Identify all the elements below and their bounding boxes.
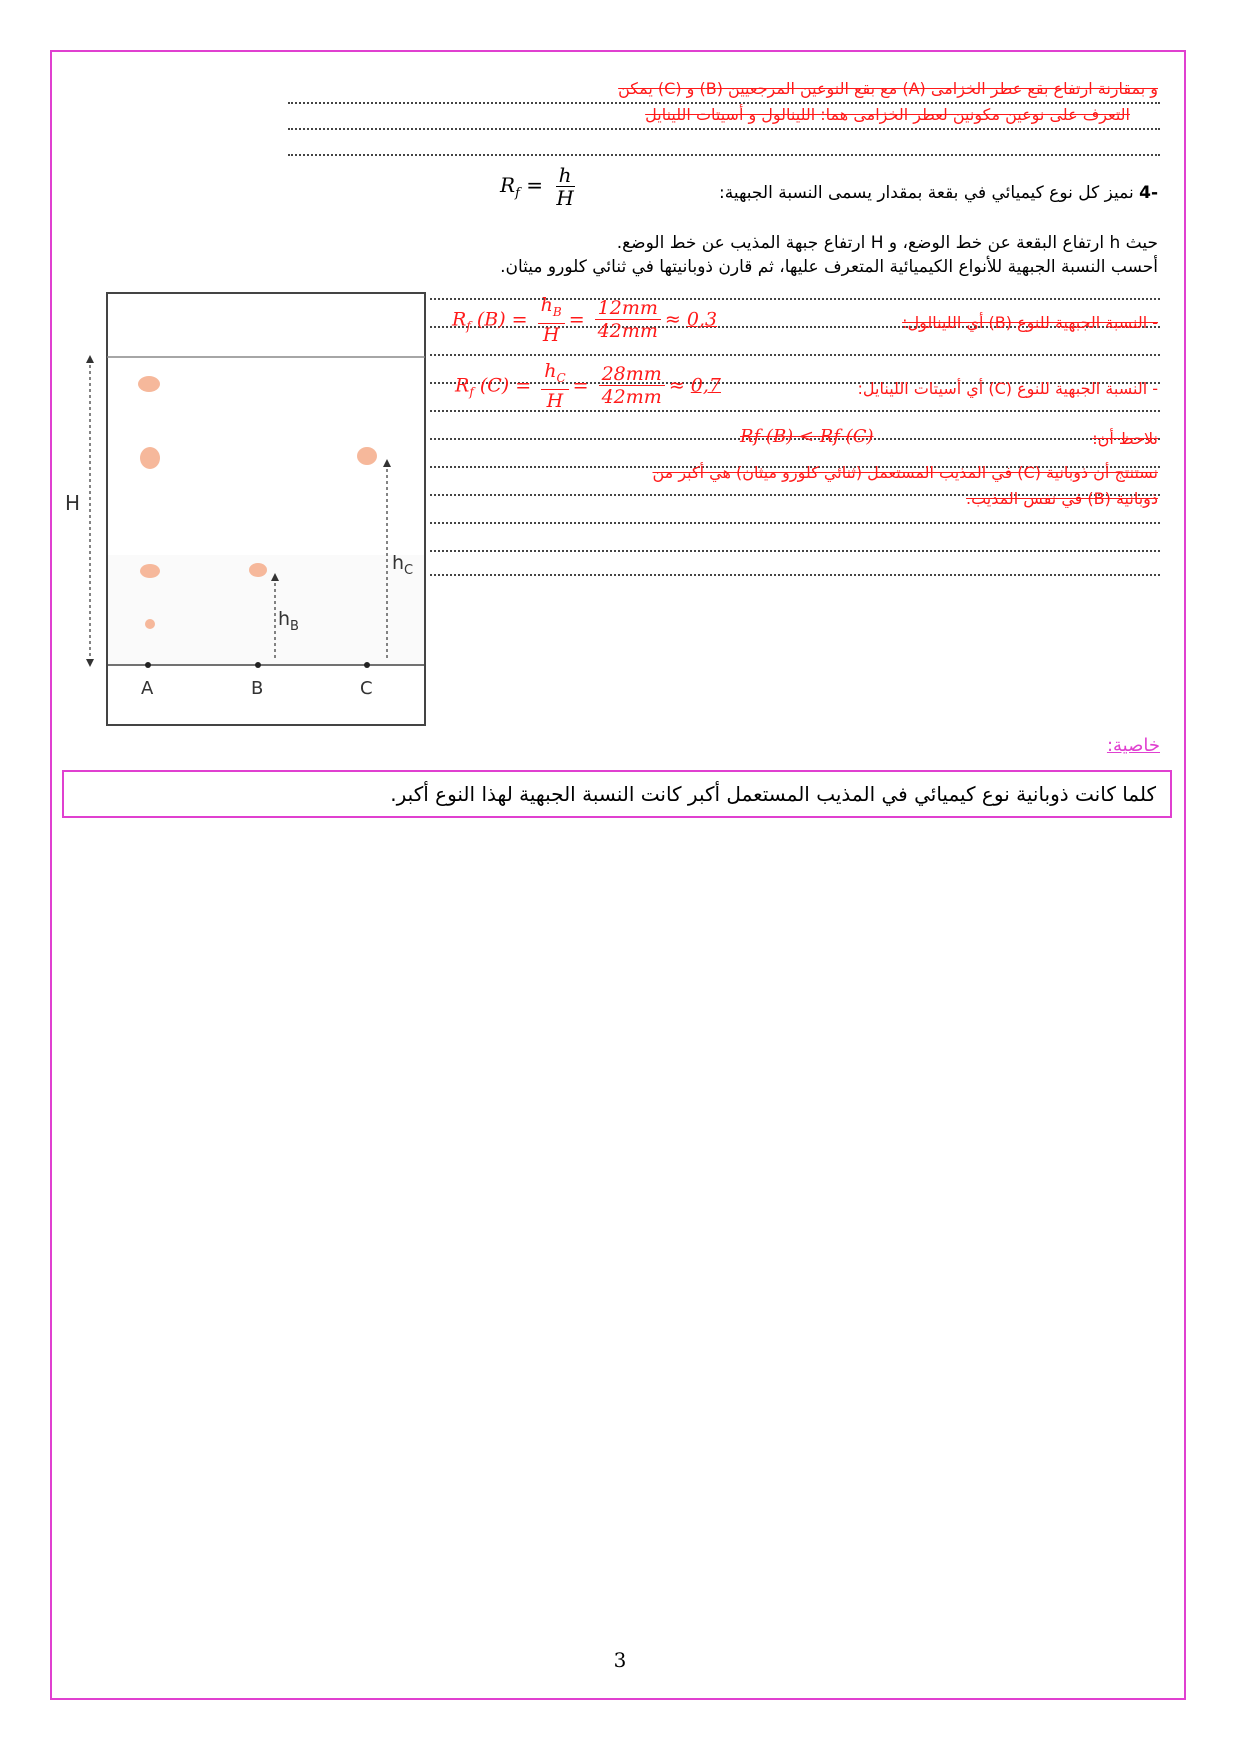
chromatogram-figure: [55, 285, 435, 735]
arrow-head: [86, 659, 94, 667]
property-box: [62, 770, 1172, 818]
rf-definition-formula: $R_f$ = $\frac{h}{H}$: [500, 163, 574, 210]
answer-line-2: التعرف على نوعين مكونين لعطر الخزامى هما: اللينالول و أسيتات اللينايل: [645, 105, 1130, 124]
lane-label-c: C: [360, 678, 373, 699]
question-4: [719, 182, 1158, 204]
hb-label: $h_B$: [278, 608, 299, 634]
question-text: نميز كل نوع كيميائي في بقعة بمقدار يسمى النسبة الجبهية:: [718, 183, 1134, 203]
baseline-mark-b: [255, 662, 261, 668]
lane-label-a: A: [141, 678, 154, 699]
spot-b: [249, 563, 267, 577]
where-line: حيث h ارتفاع البقعة عن خط الوضع، و H ارتفاع جبهة المذيب عن خط الوضع.: [616, 233, 1158, 253]
question-number: -4: [1139, 183, 1158, 203]
property-title: خاصية:: [1106, 735, 1160, 756]
dotted-line: [288, 138, 1160, 156]
dotted-line: [430, 534, 1160, 552]
h-total-label: H: [65, 491, 81, 515]
task-line: أحسب النسبة الجبهية للأنواع الكيميائية المتعرف عليها، ثم قارن ذوبانيتها في ثنائي كلورو ميثان.: [500, 257, 1158, 277]
arrow-head: [86, 355, 94, 363]
baseline-mark-a: [145, 662, 151, 668]
dotted-line: [430, 558, 1160, 576]
lane-label-b: B: [251, 678, 264, 699]
spot-a3: [140, 564, 160, 578]
rf-c-formula: $R_f$ (C) = $\frac{h_C}{H}$ = $\frac{28mm}{42mm}$ ≈ 0,7: [455, 360, 721, 412]
rf-c-label: - النسبة الجبهية للنوع (C) أي أسيتات اللينايل:: [857, 379, 1158, 398]
spot-a2: [140, 447, 160, 469]
spot-a1: [138, 376, 160, 392]
conclusion-line-2: ذوبانية (B) في نفس المذيب.: [965, 489, 1158, 508]
property-text: كلما كانت ذوبانية نوع كيميائي في المذيب المستعمل أكبر كانت النسبة الجبهية لهذا النوع أكبر.: [390, 782, 1156, 806]
conclusion-line-1: نستنتج أن ذوبانية (C) في المذيب المستعمل (ثنائي كلورو ميثان) هي أكبر من: [652, 463, 1158, 482]
rf-b-label: - النسبة الجبهية للنوع (B) أي اللينالول:: [902, 313, 1158, 332]
hc-label: $h_C$: [392, 552, 414, 578]
baseline-mark-c: [364, 662, 370, 668]
answer-line-1: و بمقارنة ارتفاع بقع عطر الخزامى (A) مع بقع النوعين المرجعيين (B) و (C) يمكن: [618, 79, 1158, 98]
page-number: 3: [613, 1648, 627, 1672]
rf-b-formula: $R_f$ (B) = $\frac{h_B}{H}$ = $\frac{12mm}{42mm}$ ≈ 0,3: [452, 294, 718, 346]
spot-a4: [145, 619, 155, 629]
spot-c: [357, 447, 377, 465]
observe-label: نلاحظ أن:: [1092, 429, 1158, 448]
observe-formula: Rf (B) < Rf (C): [740, 426, 874, 447]
